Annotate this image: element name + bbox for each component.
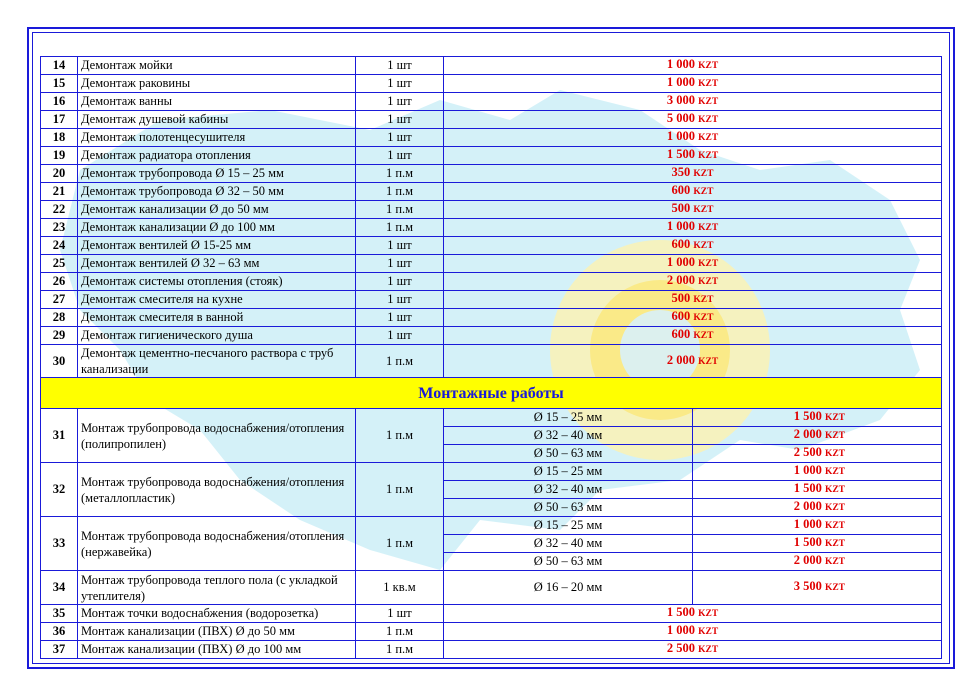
row-diameter: Ø 50 – 63 мм — [444, 445, 693, 463]
row-number: 37 — [41, 641, 78, 659]
currency-label: KZT — [698, 61, 719, 71]
row-number: 19 — [41, 147, 78, 165]
row-number: 21 — [41, 183, 78, 201]
row-diameter: Ø 32 – 40 мм — [444, 481, 693, 499]
table-row — [41, 327, 942, 345]
row-unit: 1 п.м — [356, 517, 444, 571]
currency-label: KZT — [698, 277, 719, 287]
currency-label: KZT — [824, 449, 845, 459]
row-name: Демонтаж мойки — [78, 57, 356, 75]
price-value: 1 000 — [666, 57, 695, 71]
row-unit: 1 шт — [356, 605, 444, 623]
table-row — [41, 147, 942, 165]
currency-label: KZT — [698, 356, 719, 367]
row-unit: 1 п.м — [356, 463, 444, 517]
row-price — [444, 219, 942, 237]
row-price — [444, 605, 942, 623]
row-unit: 1 шт — [356, 291, 444, 309]
price-value: 1 000 — [666, 623, 695, 637]
price-value: 1 000 — [793, 463, 822, 477]
row-number: 17 — [41, 111, 78, 129]
price-value: 1 000 — [666, 129, 695, 143]
row-unit: 1 п.м — [356, 201, 444, 219]
row-price — [693, 427, 942, 445]
currency-label: KZT — [698, 627, 719, 637]
currency-label: KZT — [824, 557, 845, 567]
table-row — [41, 605, 942, 623]
row-price — [444, 165, 942, 183]
table-row — [41, 517, 942, 535]
row-number: 33 — [41, 517, 78, 571]
currency-label: KZT — [698, 151, 719, 161]
table-row — [41, 378, 942, 409]
currency-label: KZT — [824, 583, 845, 593]
currency-label: KZT — [698, 645, 719, 655]
row-price — [693, 445, 942, 463]
row-unit: 1 шт — [356, 75, 444, 93]
price-value: 1 500 — [793, 481, 822, 495]
currency-label: KZT — [824, 413, 845, 423]
currency-label: KZT — [698, 115, 719, 125]
table-row — [41, 641, 942, 659]
currency-label: KZT — [824, 431, 845, 441]
row-price — [444, 273, 942, 291]
currency-label: KZT — [824, 467, 845, 477]
row-number: 27 — [41, 291, 78, 309]
row-price — [444, 129, 942, 147]
row-name: Демонтаж радиатора отопления — [78, 147, 356, 165]
row-diameter: Ø 16 – 20 мм — [444, 571, 693, 605]
row-name: Демонтаж вентилей Ø 32 – 63 мм — [78, 255, 356, 273]
row-name: Демонтаж ванны — [78, 93, 356, 111]
row-price — [693, 553, 942, 571]
row-price — [444, 237, 942, 255]
row-unit: 1 п.м — [356, 641, 444, 659]
row-price — [444, 57, 942, 75]
row-price — [444, 255, 942, 273]
currency-label: KZT — [824, 485, 845, 495]
price-value: 1 500 — [666, 147, 695, 161]
table-row — [41, 111, 942, 129]
row-unit: 1 п.м — [356, 165, 444, 183]
table-row — [41, 57, 942, 75]
row-number: 31 — [41, 409, 78, 463]
price-value: 1 500 — [793, 409, 822, 423]
price-table — [40, 56, 942, 659]
row-price — [444, 345, 942, 378]
price-value: 1 000 — [666, 255, 695, 269]
table-row — [41, 409, 942, 427]
row-number: 25 — [41, 255, 78, 273]
table-row — [41, 129, 942, 147]
table-row — [41, 291, 942, 309]
row-name: Монтаж трубопровода водоснабжения/отопления (полипропилен) — [78, 409, 356, 463]
row-diameter: Ø 15 – 25 мм — [444, 409, 693, 427]
row-unit: 1 шт — [356, 237, 444, 255]
row-name: Демонтаж душевой кабины — [78, 111, 356, 129]
price-value: 1 000 — [793, 517, 822, 531]
row-number: 24 — [41, 237, 78, 255]
row-name: Демонтаж полотенцесушителя — [78, 129, 356, 147]
row-price — [444, 111, 942, 129]
currency-label: KZT — [693, 331, 714, 341]
row-number: 26 — [41, 273, 78, 291]
row-unit: 1 п.м — [356, 623, 444, 641]
section-title: Монтажные работы — [41, 378, 942, 409]
price-value: 600 — [671, 327, 691, 341]
price-value: 600 — [671, 309, 691, 323]
row-unit: 1 шт — [356, 309, 444, 327]
row-name: Монтаж канализации (ПВХ) Ø до 100 мм — [78, 641, 356, 659]
price-value: 3 500 — [793, 579, 822, 593]
table-row — [41, 255, 942, 273]
row-price — [444, 623, 942, 641]
table-row — [41, 623, 942, 641]
currency-label: KZT — [693, 313, 714, 323]
row-name: Демонтаж трубопровода Ø 32 – 50 мм — [78, 183, 356, 201]
price-value: 1 000 — [666, 75, 695, 89]
row-name: Монтаж трубопровода водоснабжения/отопления (металлопластик) — [78, 463, 356, 517]
currency-label: KZT — [698, 79, 719, 89]
row-unit: 1 п.м — [356, 409, 444, 463]
table-row — [41, 345, 942, 378]
row-price — [444, 183, 942, 201]
currency-label: KZT — [698, 259, 719, 269]
row-name: Монтаж канализации (ПВХ) Ø до 50 мм — [78, 623, 356, 641]
row-price — [444, 75, 942, 93]
table-row — [41, 219, 942, 237]
table-row — [41, 75, 942, 93]
row-unit: 1 шт — [356, 273, 444, 291]
row-unit: 1 шт — [356, 255, 444, 273]
row-name: Демонтаж вентилей Ø 15-25 мм — [78, 237, 356, 255]
row-unit: 1 п.м — [356, 345, 444, 378]
row-unit: 1 шт — [356, 327, 444, 345]
table-row — [41, 309, 942, 327]
row-number: 35 — [41, 605, 78, 623]
currency-label: KZT — [824, 521, 845, 531]
currency-label: KZT — [698, 223, 719, 233]
row-price — [693, 409, 942, 427]
row-price — [693, 463, 942, 481]
table-row — [41, 201, 942, 219]
row-diameter: Ø 15 – 25 мм — [444, 463, 693, 481]
table-row — [41, 463, 942, 481]
currency-label: KZT — [698, 97, 719, 107]
table-row — [41, 93, 942, 111]
row-name: Монтаж трубопровода теплого пола (с укладкой утеплителя) — [78, 571, 356, 605]
row-price — [444, 147, 942, 165]
row-price — [693, 517, 942, 535]
row-name: Монтаж трубопровода водоснабжения/отопления (нержавейка) — [78, 517, 356, 571]
price-value: 2 000 — [793, 553, 822, 567]
row-number: 20 — [41, 165, 78, 183]
row-price — [444, 291, 942, 309]
row-unit: 1 кв.м — [356, 571, 444, 605]
price-value: 600 — [671, 237, 691, 251]
row-price — [444, 201, 942, 219]
row-number: 16 — [41, 93, 78, 111]
price-value: 2 000 — [666, 352, 695, 367]
row-diameter: Ø 15 – 25 мм — [444, 517, 693, 535]
row-number: 32 — [41, 463, 78, 517]
price-value: 3 000 — [666, 93, 695, 107]
row-unit: 1 шт — [356, 93, 444, 111]
currency-label: KZT — [693, 295, 714, 305]
row-price — [693, 571, 942, 605]
currency-label: KZT — [693, 169, 714, 179]
row-number: 30 — [41, 345, 78, 378]
table-row — [41, 571, 942, 605]
row-number: 23 — [41, 219, 78, 237]
row-number: 15 — [41, 75, 78, 93]
row-unit: 1 п.м — [356, 219, 444, 237]
row-name: Демонтаж смесителя на кухне — [78, 291, 356, 309]
price-value: 1 500 — [666, 605, 695, 619]
row-number: 18 — [41, 129, 78, 147]
row-diameter: Ø 32 – 40 мм — [444, 427, 693, 445]
currency-label: KZT — [824, 539, 845, 549]
row-diameter: Ø 32 – 40 мм — [444, 535, 693, 553]
row-number: 34 — [41, 571, 78, 605]
price-value: 350 — [671, 165, 691, 179]
price-value: 500 — [671, 201, 691, 215]
row-price — [693, 481, 942, 499]
row-price — [444, 641, 942, 659]
row-number: 28 — [41, 309, 78, 327]
price-value: 2 500 — [793, 445, 822, 459]
row-price — [444, 327, 942, 345]
currency-label: KZT — [698, 609, 719, 619]
price-value: 2 500 — [666, 641, 695, 655]
row-diameter: Ø 50 – 63 мм — [444, 553, 693, 571]
row-number: 22 — [41, 201, 78, 219]
price-value: 1 500 — [793, 535, 822, 549]
row-unit: 1 шт — [356, 129, 444, 147]
row-unit: 1 шт — [356, 57, 444, 75]
row-price — [444, 309, 942, 327]
price-value: 2 000 — [666, 273, 695, 287]
row-name: Демонтаж канализации Ø до 100 мм — [78, 219, 356, 237]
price-value: 2 000 — [793, 499, 822, 513]
table-row — [41, 183, 942, 201]
row-unit: 1 шт — [356, 147, 444, 165]
row-number: 14 — [41, 57, 78, 75]
row-name: Монтаж точки водоснабжения (водорозетка) — [78, 605, 356, 623]
currency-label: KZT — [693, 205, 714, 215]
row-diameter: Ø 50 – 63 мм — [444, 499, 693, 517]
row-price — [693, 499, 942, 517]
row-name: Демонтаж трубопровода Ø 15 – 25 мм — [78, 165, 356, 183]
table-row — [41, 273, 942, 291]
price-value: 500 — [671, 291, 691, 305]
row-price — [444, 93, 942, 111]
row-number: 29 — [41, 327, 78, 345]
row-number: 36 — [41, 623, 78, 641]
row-unit: 1 шт — [356, 111, 444, 129]
price-value: 1 000 — [666, 219, 695, 233]
currency-label: KZT — [824, 503, 845, 513]
row-name: Демонтаж смесителя в ванной — [78, 309, 356, 327]
table-row — [41, 237, 942, 255]
price-value: 5 000 — [666, 111, 695, 125]
price-value: 600 — [671, 183, 691, 197]
currency-label: KZT — [693, 241, 714, 251]
row-name: Демонтаж цементно-песчаного раствора с труб канализации — [78, 345, 356, 378]
row-name: Демонтаж гигиенического душа — [78, 327, 356, 345]
row-name: Демонтаж системы отопления (стояк) — [78, 273, 356, 291]
price-value: 2 000 — [793, 427, 822, 441]
row-name: Демонтаж канализации Ø до 50 мм — [78, 201, 356, 219]
table-row — [41, 165, 942, 183]
row-price — [693, 535, 942, 553]
row-unit: 1 п.м — [356, 183, 444, 201]
currency-label: KZT — [693, 187, 714, 197]
row-name: Демонтаж раковины — [78, 75, 356, 93]
currency-label: KZT — [698, 133, 719, 143]
